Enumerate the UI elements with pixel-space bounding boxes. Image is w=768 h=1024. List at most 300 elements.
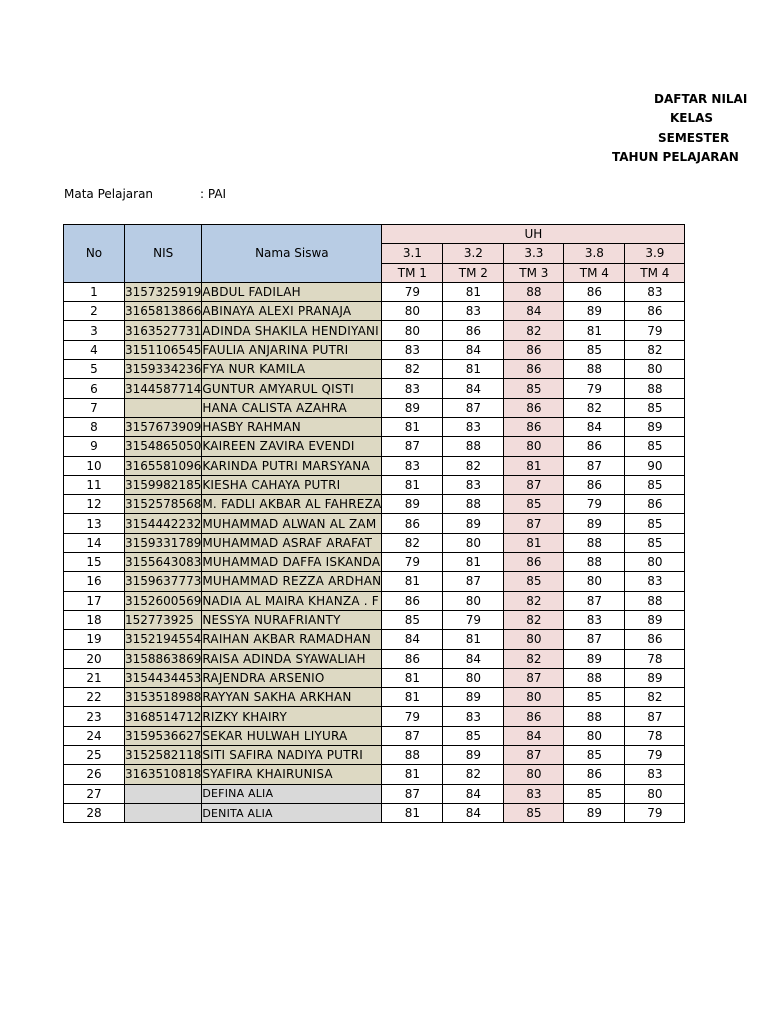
student-name-text: RAIHAN AKBAR RAMADHAN: [202, 632, 371, 647]
score-cell: 84: [564, 417, 625, 436]
student-nis: 3159331789: [125, 533, 202, 552]
score-cell: 80: [382, 302, 443, 321]
score-cell: 88: [443, 495, 504, 514]
kd-header: 3.8: [564, 244, 625, 263]
score-cell: 86: [625, 495, 685, 514]
student-name-text: KIESHA CAHAYA PUTRI: [202, 478, 341, 492]
score-cell: 81: [564, 321, 625, 340]
score-cell: 83: [382, 340, 443, 359]
score-cell: 80: [382, 321, 443, 340]
student-nis: 3159334236: [125, 360, 202, 379]
student-name: [202, 803, 382, 822]
row-number: 11: [64, 475, 125, 494]
student-nis: 3154865050: [125, 437, 202, 456]
score-cell: 89: [564, 514, 625, 533]
score-cell: 84: [443, 649, 504, 668]
score-cell: 80: [564, 726, 625, 745]
student-nis: 3153518988: [125, 688, 202, 707]
student-nis: 3165581096: [125, 456, 202, 475]
score-cell: 79: [564, 495, 625, 514]
score-cell: 79: [625, 746, 685, 765]
score-cell: 89: [625, 417, 685, 436]
score-cell: 85: [504, 495, 564, 514]
row-number: 4: [64, 340, 125, 359]
table-row: [64, 533, 685, 552]
subject-value: : PAI: [200, 187, 227, 201]
table-row: [64, 610, 685, 629]
table-row: [64, 726, 685, 745]
column-group-uh: UH: [382, 225, 685, 244]
column-header-nama: Nama Siswa: [202, 225, 382, 283]
student-name-text: RIZKY KHAIRY: [202, 709, 287, 724]
kd-header: 3.1: [382, 244, 443, 263]
score-cell: 80: [504, 630, 564, 649]
student-name: [202, 360, 382, 379]
kd-header: 3.2: [443, 244, 504, 263]
score-cell: 88: [564, 360, 625, 379]
score-cell: 80: [504, 765, 564, 784]
score-cell: 84: [504, 726, 564, 745]
score-cell: 80: [443, 668, 504, 687]
score-cell: 87: [504, 514, 564, 533]
student-nis: 3154442232: [125, 514, 202, 533]
score-cell: 85: [625, 514, 685, 533]
student-name: [202, 495, 382, 514]
score-cell: 85: [564, 784, 625, 803]
student-name-text: GUNTUR AMYARUL QISTI: [202, 381, 354, 396]
row-number: 25: [64, 746, 125, 765]
score-cell: 82: [443, 456, 504, 475]
score-cell: 81: [443, 282, 504, 301]
student-name: [202, 784, 382, 803]
score-cell: 83: [625, 572, 685, 591]
score-cell: 86: [625, 302, 685, 321]
student-name: [202, 688, 382, 707]
score-cell: 87: [504, 475, 564, 494]
column-header-no: No: [64, 225, 125, 283]
score-cell: 78: [625, 649, 685, 668]
score-cell: 81: [443, 553, 504, 572]
score-cell: 86: [564, 282, 625, 301]
student-name: [202, 765, 382, 784]
student-nis: 3152578568: [125, 495, 202, 514]
table-row: [64, 321, 685, 340]
score-cell: 86: [564, 437, 625, 456]
report-title-line-3: SEMESTER: [658, 131, 730, 145]
score-cell: 89: [564, 302, 625, 321]
table-row: [64, 282, 685, 301]
score-cell: 83: [625, 282, 685, 301]
score-cell: 81: [382, 572, 443, 591]
score-cell: 86: [382, 514, 443, 533]
tm-header: TM 1: [382, 263, 443, 282]
student-nis: 3151106545: [125, 340, 202, 359]
score-cell: 85: [564, 340, 625, 359]
row-number: 23: [64, 707, 125, 726]
row-number: 15: [64, 553, 125, 572]
student-name: [202, 475, 382, 494]
score-cell: 85: [564, 688, 625, 707]
row-number: 3: [64, 321, 125, 340]
table-row: [64, 630, 685, 649]
student-name-text: NESSYA NURAFRIANTY: [202, 613, 341, 628]
table-row: [64, 803, 685, 822]
score-cell: 81: [382, 417, 443, 436]
student-name: [202, 398, 382, 417]
score-cell: 87: [564, 591, 625, 610]
score-cell: 88: [564, 533, 625, 552]
student-name: [202, 553, 382, 572]
student-name-text: KARINDA PUTRI MARSYANA: [202, 458, 370, 473]
score-cell: 87: [564, 456, 625, 475]
score-cell: 81: [382, 668, 443, 687]
score-cell: 80: [504, 437, 564, 456]
score-cell: 80: [443, 591, 504, 610]
score-cell: 86: [625, 630, 685, 649]
score-cell: 82: [504, 610, 564, 629]
student-nis: 3157673909: [125, 417, 202, 436]
score-cell: 89: [625, 610, 685, 629]
score-cell: 80: [625, 360, 685, 379]
score-cell: 85: [443, 726, 504, 745]
score-cell: 85: [625, 533, 685, 552]
row-number: 28: [64, 803, 125, 822]
row-number: 20: [64, 649, 125, 668]
student-name: [202, 668, 382, 687]
score-cell: 86: [504, 417, 564, 436]
student-nis: 3144587714: [125, 379, 202, 398]
student-nis: 3155643083: [125, 553, 202, 572]
score-cell: 88: [564, 553, 625, 572]
row-number: 21: [64, 668, 125, 687]
student-name-text: HANA CALISTA AZAHRA: [202, 400, 347, 415]
score-cell: 89: [382, 495, 443, 514]
table-row: [64, 784, 685, 803]
tm-header: TM 4: [625, 263, 685, 282]
score-cell: 87: [443, 572, 504, 591]
student-name: [202, 282, 382, 301]
score-cell: 82: [382, 360, 443, 379]
student-name-text: RAYYAN SAKHA ARKHAN: [202, 690, 352, 705]
table-row: [64, 553, 685, 572]
score-cell: 85: [382, 610, 443, 629]
score-cell: 85: [504, 572, 564, 591]
score-cell: 82: [625, 340, 685, 359]
score-cell: 78: [625, 726, 685, 745]
score-cell: 86: [504, 398, 564, 417]
table-row: [64, 746, 685, 765]
student-name: [202, 417, 382, 436]
student-name: [202, 514, 382, 533]
student-name-text: FYA NUR KAMILA: [202, 362, 306, 377]
score-cell: 86: [382, 649, 443, 668]
student-name-text: ABINAYA ALEXI PRANAJA: [202, 304, 352, 319]
score-cell: 84: [443, 379, 504, 398]
score-cell: 87: [382, 784, 443, 803]
score-cell: 81: [382, 688, 443, 707]
student-name: [202, 649, 382, 668]
score-cell: 81: [382, 475, 443, 494]
table-row: [64, 688, 685, 707]
student-name: [202, 591, 382, 610]
row-number: 14: [64, 533, 125, 552]
table-row: [64, 591, 685, 610]
column-header-nis: NIS: [125, 225, 202, 283]
student-nis: 3165813866: [125, 302, 202, 321]
row-number: 1: [64, 282, 125, 301]
student-name-text: FAULIA ANJARINA PUTRI: [202, 342, 349, 357]
student-nis: 3152582118: [125, 746, 202, 765]
table-row: [64, 572, 685, 591]
row-number: 9: [64, 437, 125, 456]
student-nis: 3154434453: [125, 668, 202, 687]
student-nis: 152773925: [125, 610, 202, 629]
student-nis: 3159637773: [125, 572, 202, 591]
score-cell: 79: [564, 379, 625, 398]
row-number: 2: [64, 302, 125, 321]
score-cell: 80: [504, 688, 564, 707]
student-name: [202, 707, 382, 726]
table-row: [64, 514, 685, 533]
report-title-line-2: KELAS: [670, 111, 714, 125]
table-row: [64, 707, 685, 726]
score-cell: 85: [625, 398, 685, 417]
score-cell: 86: [564, 765, 625, 784]
row-number: 5: [64, 360, 125, 379]
row-number: 6: [64, 379, 125, 398]
student-nis: 3163527731: [125, 321, 202, 340]
score-cell: 79: [625, 321, 685, 340]
row-number: 12: [64, 495, 125, 514]
score-cell: 83: [504, 784, 564, 803]
row-number: 22: [64, 688, 125, 707]
score-cell: 79: [443, 610, 504, 629]
score-cell: 79: [625, 803, 685, 822]
score-cell: 85: [564, 746, 625, 765]
table-row: [64, 379, 685, 398]
table-row: [64, 649, 685, 668]
score-cell: 82: [504, 649, 564, 668]
score-cell: 84: [443, 803, 504, 822]
score-cell: 79: [382, 553, 443, 572]
kd-header: 3.3: [504, 244, 564, 263]
row-number: 17: [64, 591, 125, 610]
score-cell: 83: [443, 475, 504, 494]
table-row: [64, 417, 685, 436]
row-number: 8: [64, 417, 125, 436]
row-number: 26: [64, 765, 125, 784]
score-cell: 82: [625, 688, 685, 707]
student-name: [202, 340, 382, 359]
score-cell: 83: [382, 456, 443, 475]
student-name-text: MUHAMMAD DAFFA ISKANDA: [202, 555, 381, 570]
score-cell: 82: [504, 321, 564, 340]
student-name-text: SYAFIRA KHAIRUNISA: [202, 767, 333, 782]
score-cell: 86: [382, 591, 443, 610]
student-nis: 3168514712: [125, 707, 202, 726]
student-name-text: KAIREEN ZAVIRA EVENDI: [202, 439, 355, 454]
score-cell: 83: [382, 379, 443, 398]
score-cell: 86: [504, 360, 564, 379]
table-row: [64, 765, 685, 784]
table-row: [64, 360, 685, 379]
kd-header: 3.9: [625, 244, 685, 263]
report-title-line-1: DAFTAR NILAI: [654, 92, 748, 106]
score-cell: 82: [443, 765, 504, 784]
table-row: [64, 340, 685, 359]
table-row: [64, 437, 685, 456]
score-cell: 80: [625, 553, 685, 572]
score-cell: 79: [382, 707, 443, 726]
score-cell: 89: [564, 803, 625, 822]
student-name-text: M. FADLI AKBAR AL FAHREZA: [202, 497, 382, 512]
score-cell: 85: [504, 379, 564, 398]
score-cell: 81: [382, 803, 443, 822]
grades-table: [63, 224, 685, 823]
score-cell: 85: [625, 437, 685, 456]
table-row: [64, 302, 685, 321]
row-number: 13: [64, 514, 125, 533]
student-nis: 3158863869: [125, 649, 202, 668]
grade-rows: [64, 282, 685, 822]
score-cell: 83: [443, 302, 504, 321]
tm-header: TM 4: [564, 263, 625, 282]
score-cell: 83: [443, 417, 504, 436]
score-cell: 87: [443, 398, 504, 417]
score-cell: 83: [625, 765, 685, 784]
score-cell: 87: [564, 630, 625, 649]
score-cell: 82: [564, 398, 625, 417]
student-name: [202, 321, 382, 340]
score-cell: 88: [625, 591, 685, 610]
score-cell: 84: [382, 630, 443, 649]
student-name: [202, 379, 382, 398]
score-cell: 86: [443, 321, 504, 340]
score-cell: 88: [382, 746, 443, 765]
student-name-text: RAJENDRA ARSENIO: [202, 670, 325, 685]
score-cell: 81: [443, 360, 504, 379]
score-cell: 81: [504, 456, 564, 475]
score-cell: 89: [443, 514, 504, 533]
table-row: [64, 475, 685, 494]
student-name-text: SITI SAFIRA NADIYA PUTRI: [202, 748, 363, 763]
student-nis: [125, 803, 202, 822]
student-name-text: ADINDA SHAKILA HENDIYANI: [202, 323, 379, 338]
score-cell: 83: [443, 707, 504, 726]
row-number: 16: [64, 572, 125, 591]
row-number: 27: [64, 784, 125, 803]
student-nis: 3152600569: [125, 591, 202, 610]
student-nis: 3152194554: [125, 630, 202, 649]
student-nis: 3159536627: [125, 726, 202, 745]
score-cell: 89: [564, 649, 625, 668]
table-row: [64, 456, 685, 475]
score-cell: 86: [564, 475, 625, 494]
tm-header: TM 2: [443, 263, 504, 282]
score-cell: 89: [443, 688, 504, 707]
score-cell: 87: [504, 746, 564, 765]
student-name: [202, 437, 382, 456]
student-name-text: MUHAMMAD ASRAF ARAFAT: [202, 535, 373, 550]
student-name-text: SEKAR HULWAH LIYURA: [202, 728, 348, 743]
score-cell: 88: [443, 437, 504, 456]
score-cell: 83: [564, 610, 625, 629]
score-cell: 81: [443, 630, 504, 649]
score-cell: 84: [443, 784, 504, 803]
student-nis: 3157325919: [125, 282, 202, 301]
student-name: [202, 610, 382, 629]
student-name-text: DENITA ALIA: [202, 806, 273, 820]
score-cell: 80: [564, 572, 625, 591]
score-cell: 87: [382, 437, 443, 456]
score-cell: 87: [625, 707, 685, 726]
row-number: 18: [64, 610, 125, 629]
student-name-text: HASBY RAHMAN: [202, 420, 301, 435]
score-cell: 81: [382, 765, 443, 784]
subject-label: Mata Pelajaran: [64, 187, 154, 201]
table-row: [64, 398, 685, 417]
student-name: [202, 302, 382, 321]
score-cell: 82: [504, 591, 564, 610]
score-cell: 84: [443, 340, 504, 359]
score-cell: 80: [443, 533, 504, 552]
row-number: 7: [64, 398, 125, 417]
score-cell: 85: [625, 475, 685, 494]
score-cell: 87: [382, 726, 443, 745]
student-name: [202, 726, 382, 745]
student-name: [202, 456, 382, 475]
score-cell: 85: [504, 803, 564, 822]
score-cell: 88: [564, 707, 625, 726]
student-name-text: ABDUL FADILAH: [202, 285, 301, 300]
student-name: [202, 746, 382, 765]
tm-header: TM 3: [504, 263, 564, 282]
table-row: [64, 668, 685, 687]
score-cell: 88: [504, 282, 564, 301]
score-cell: 82: [382, 533, 443, 552]
student-name-text: MUHAMMAD REZZA ARDHAN: [202, 574, 382, 589]
score-cell: 86: [504, 707, 564, 726]
student-name-text: DEFINA ALIA: [202, 787, 274, 801]
score-cell: 87: [504, 668, 564, 687]
score-cell: 89: [382, 398, 443, 417]
score-cell: 89: [443, 746, 504, 765]
student-name-text: RAISA ADINDA SYAWALIAH: [202, 651, 366, 666]
table-row: [64, 495, 685, 514]
student-name-text: MUHAMMAD ALWAN AL ZAM: [202, 516, 377, 531]
score-cell: 84: [504, 302, 564, 321]
row-number: 24: [64, 726, 125, 745]
score-cell: 86: [504, 553, 564, 572]
score-cell: 90: [625, 456, 685, 475]
student-nis: 3159982185: [125, 475, 202, 494]
student-nis: 3163510818: [125, 765, 202, 784]
student-nis: [125, 398, 202, 417]
row-number: 10: [64, 456, 125, 475]
student-name: [202, 572, 382, 591]
student-name: [202, 533, 382, 552]
student-nis: [125, 784, 202, 803]
score-cell: 81: [504, 533, 564, 552]
score-cell: 86: [504, 340, 564, 359]
score-cell: 89: [625, 668, 685, 687]
score-cell: 88: [564, 668, 625, 687]
student-name-text: NADIA AL MAIRA KHANZA . F: [202, 593, 379, 608]
score-cell: 79: [382, 282, 443, 301]
row-number: 19: [64, 630, 125, 649]
student-name: [202, 630, 382, 649]
score-cell: 88: [625, 379, 685, 398]
